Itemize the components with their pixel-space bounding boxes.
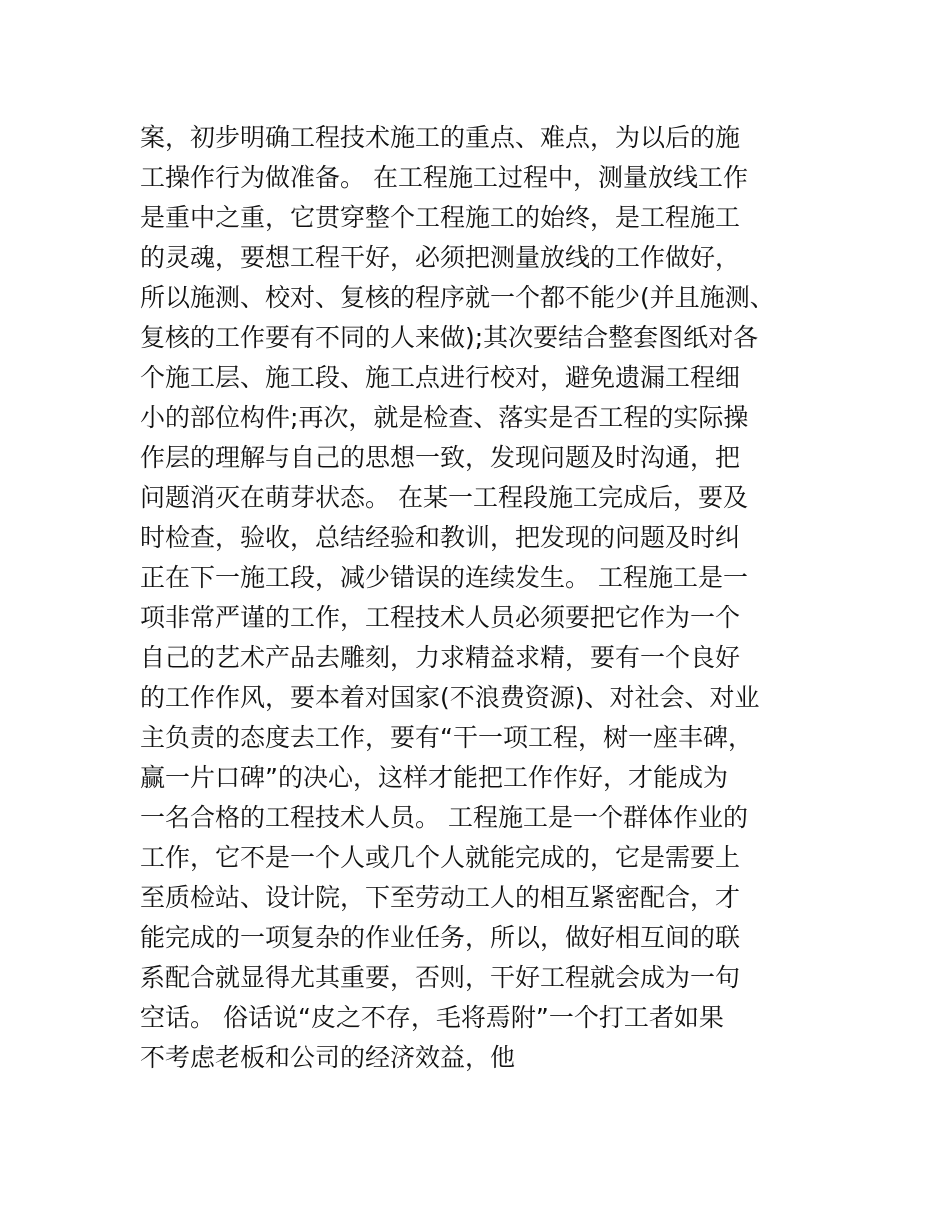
text-line: 工操作行为做准备。 在工程施工过程中，测量放线工作 xyxy=(140,163,748,192)
text-line: 一名合格的工程技术人员。 工程施工是一个群体作业的 xyxy=(140,803,748,832)
text-line: 至质检站、设计院，下至劳动工人的相互紧密配合，才 xyxy=(140,883,741,912)
text-line: 问题消灭在萌芽状态。 在某一工程段施工完成后，要及 xyxy=(140,483,748,512)
text-line: 空话。 俗话说“皮之不存，毛将焉附”一个打工者如果 xyxy=(140,1003,724,1032)
text-line: 工作，它不是一个人或几个人就能完成的，它是需要上 xyxy=(140,843,741,872)
text-line: 主负责的态度去工作，要有“干一项工程，树一座丰碑， xyxy=(140,723,753,752)
text-line: 作层的理解与自己的思想一致，发现问题及时沟通，把 xyxy=(140,443,741,472)
text-line: 系配合就显得尤其重要，否则，干好工程就会成为一句 xyxy=(140,963,741,992)
text-line: 能完成的一项复杂的作业任务，所以，做好相互间的联 xyxy=(140,923,741,952)
text-line: 不考虑老板和公司的经济效益，他 xyxy=(140,1043,516,1072)
text-line: 的灵魂，要想工程干好，必须把测量放线的工作做好， xyxy=(140,243,741,272)
text-line: 个施工层、施工段、施工点进行校对，避免遗漏工程细 xyxy=(140,363,741,392)
text-line: 小的部位构件;再次，就是检查、落实是否工程的实际操 xyxy=(140,403,749,432)
text-line: 复核的工作要有不同的人来做);其次要结合整套图纸对各 xyxy=(140,323,759,352)
text-line: 项非常严谨的工作，工程技术人员必须要把它作为一个 xyxy=(140,603,741,632)
text-line: 案，初步明确工程技术施工的重点、难点，为以后的施 xyxy=(140,123,741,152)
text-line: 时检查，验收，总结经验和教训，把发现的问题及时纠 xyxy=(140,523,741,552)
text-line: 自己的艺术产品去雕刻，力求精益求精，要有一个良好 xyxy=(140,643,741,672)
text-line: 所以施测、校对、复核的程序就一个都不能少(并且施测、 xyxy=(140,283,775,312)
text-line: 的工作作风，要本着对国家(不浪费资源)、对社会、对业 xyxy=(140,683,760,712)
body-text xyxy=(140,118,820,1078)
text-line: 正在下一施工段，减少错误的连续发生。 工程施工是一 xyxy=(140,563,748,592)
text-line: 是重中之重，它贯穿整个工程施工的始终，是工程施工 xyxy=(140,203,741,232)
text-line: 赢一片口碑”的决心，这样才能把工作作好，才能成为 xyxy=(140,763,728,792)
